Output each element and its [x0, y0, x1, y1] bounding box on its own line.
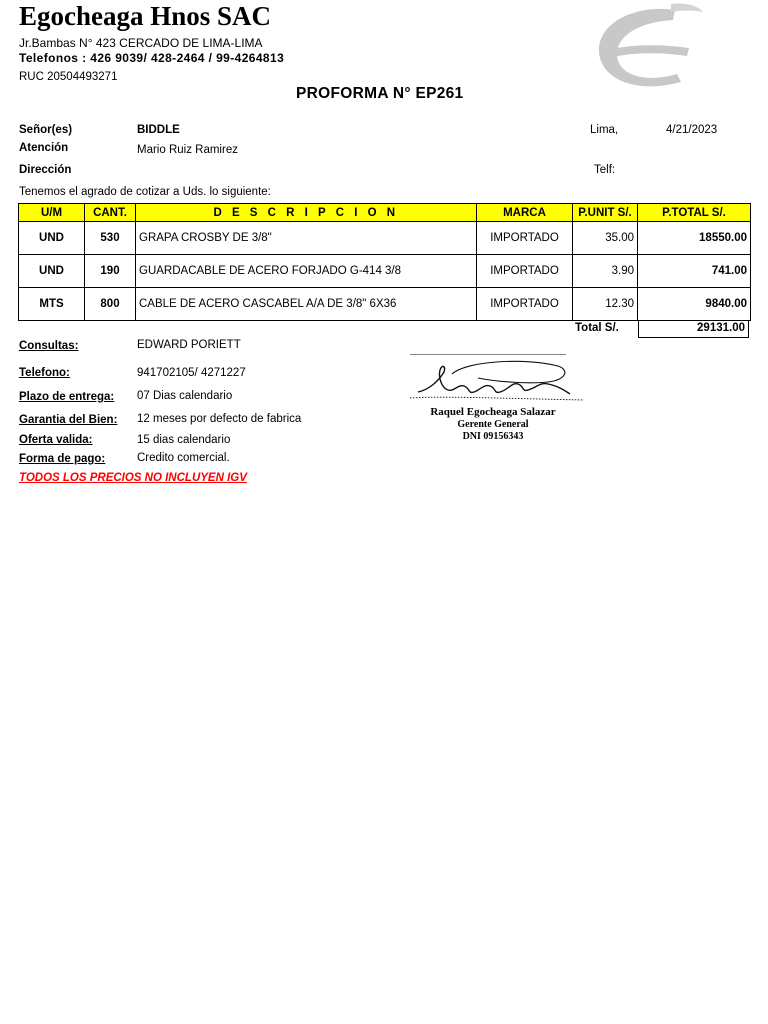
table-row	[19, 255, 751, 288]
intro-text: Tenemos el agrado de cotizar a Uds. lo siguiente:	[19, 186, 271, 198]
direccion-label: Dirección	[19, 164, 72, 176]
cell-descripcion: GUARDACABLE DE ACERO FORJADO G-414 3/8	[136, 255, 477, 288]
header-descripcion: D E S C R I P C I O N	[136, 204, 477, 222]
city-label: Lima,	[590, 124, 619, 136]
cell-cant: 190	[85, 255, 136, 288]
table-row	[19, 222, 751, 255]
header-cant: CANT.	[85, 204, 136, 222]
table-row	[19, 288, 751, 321]
cell-cant: 530	[85, 222, 136, 255]
cell-ptotal: 741.00	[638, 255, 751, 288]
cell-punit: 35.00	[573, 222, 638, 255]
senores-label: Señor(es)	[19, 124, 73, 136]
company-ruc: RUC 20504493271	[19, 71, 118, 83]
cell-descripcion: GRAPA CROSBY DE 3/8"	[136, 222, 477, 255]
header-marca: MARCA	[477, 204, 573, 222]
senores-value: BIDDLE	[137, 124, 180, 136]
header-punit: P.UNIT S/.	[573, 204, 638, 222]
oferta-value: 15 dias calendario	[137, 434, 231, 446]
cell-um: UND	[19, 222, 85, 255]
telefono-value: 941702105/ 4271227	[137, 367, 246, 379]
header-ptotal: P.TOTAL S/.	[638, 204, 751, 222]
oferta-label: Oferta valida:	[19, 434, 93, 446]
cell-cant: 800	[85, 288, 136, 321]
company-logo-icon	[577, 0, 707, 100]
cell-um: UND	[19, 255, 85, 288]
cell-ptotal: 18550.00	[638, 222, 751, 255]
atencion-label: Atención	[19, 142, 69, 154]
items-table	[18, 203, 751, 321]
telefono-label: Telefono:	[19, 367, 70, 379]
cell-um: MTS	[19, 288, 85, 321]
garantia-label: Garantia del Bien:	[19, 414, 118, 426]
consultas-value: EDWARD PORIETT	[137, 339, 241, 351]
garantia-value: 12 meses por defecto de fabrica	[137, 413, 302, 425]
cell-ptotal: 9840.00	[638, 288, 751, 321]
cell-punit: 3.90	[573, 255, 638, 288]
company-name: Egocheaga Hnos SAC	[19, 1, 272, 31]
signatory-role: Gerente General	[457, 419, 529, 430]
total-label: Total S/.	[575, 322, 619, 334]
cell-marca: IMPORTADO	[477, 288, 573, 321]
signatory-name: Raquel Egocheaga Salazar	[430, 406, 556, 418]
signatory-dni: DNI 09156343	[462, 431, 524, 442]
consultas-label: Consultas:	[19, 340, 79, 352]
document-date: 4/21/2023	[666, 124, 718, 136]
cell-marca: IMPORTADO	[477, 222, 573, 255]
cell-descripcion: CABLE DE ACERO CASCABEL A/A DE 3/8" 6X36	[136, 288, 477, 321]
atencion-value: Mario Ruiz Ramirez	[137, 144, 238, 156]
plazo-label: Plazo de entrega:	[19, 391, 115, 403]
handwritten-signature-icon	[408, 354, 588, 409]
company-address: Jr.Bambas N° 423 CERCADO DE LIMA-LIMA	[19, 36, 263, 50]
total-value: 29131.00	[638, 320, 749, 338]
pago-value: Credito comercial.	[137, 452, 230, 464]
table-header-row	[19, 204, 751, 222]
header-um: U/M	[19, 204, 85, 222]
pago-label: Forma de pago:	[19, 453, 106, 465]
telf-label: Telf:	[594, 164, 616, 176]
igv-note: TODOS LOS PRECIOS NO INCLUYEN IGV	[19, 472, 247, 484]
cell-marca: IMPORTADO	[477, 255, 573, 288]
document-title: PROFORMA N° EP261	[296, 85, 464, 102]
cell-punit: 12.30	[573, 288, 638, 321]
company-phones: Telefonos : 426 9039/ 428-2464 / 99-4264813	[19, 51, 285, 65]
plazo-value: 07 Dias calendario	[137, 390, 233, 402]
